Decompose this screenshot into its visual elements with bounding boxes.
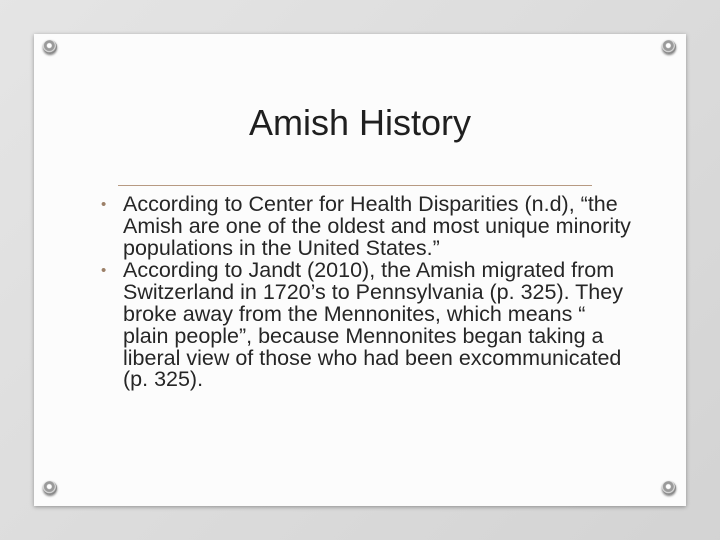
title-divider bbox=[118, 185, 592, 186]
push-pin-icon bbox=[662, 481, 676, 495]
bullet-marker: • bbox=[101, 262, 107, 280]
bullet-item bbox=[101, 194, 631, 259]
bullet-marker: • bbox=[101, 196, 107, 213]
bullet-text: According to Jandt (2010), the Amish migrated from Switzerland in 1720’s to Pennsylvania (p. 325). They broke away from the Mennonites, which means “ plain people”, because Mennonites began taking a liberal view of those who had been excommunicated (p. 325). bbox=[123, 258, 623, 392]
push-pin-icon bbox=[43, 481, 57, 495]
push-pin-icon bbox=[43, 40, 57, 54]
bullet-item bbox=[101, 260, 631, 391]
slide-title: Amish History bbox=[248, 102, 472, 143]
push-pin-icon bbox=[662, 40, 676, 54]
bullet-list bbox=[101, 194, 631, 392]
bullet-text: According to Center for Health Disparities (n.d), “the Amish are one of the oldest and most unique minority populations in the United States.” bbox=[123, 192, 631, 260]
